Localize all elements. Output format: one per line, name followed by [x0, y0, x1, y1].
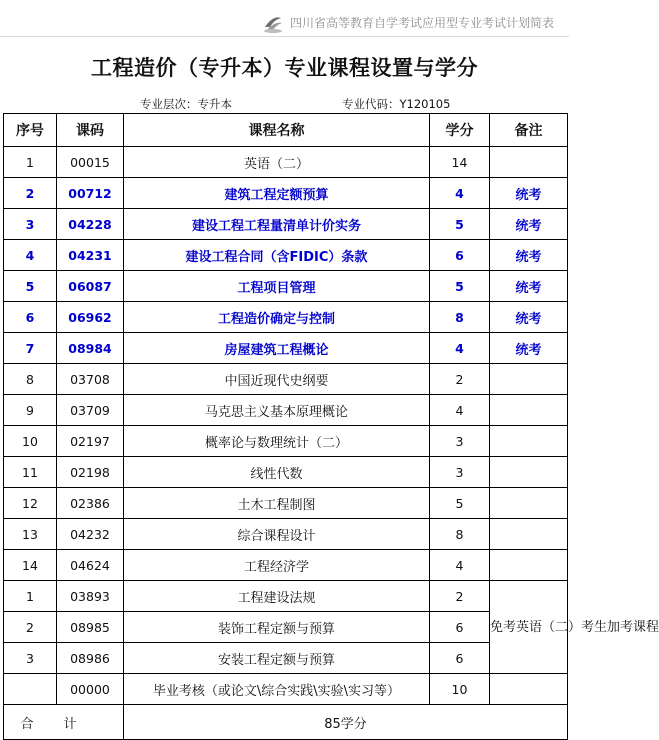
major-level: 专业层次：专升本 [140, 97, 232, 111]
cell-no: 7 [4, 333, 57, 364]
cell-credit: 4 [430, 178, 490, 209]
cell-credit: 8 [430, 519, 490, 550]
cell-credit: 3 [430, 426, 490, 457]
cell-credit: 5 [430, 488, 490, 519]
header-code: 课码 [57, 114, 124, 147]
cell-credit: 6 [430, 612, 490, 643]
cell-course-name: 土木工程制图 [124, 488, 430, 519]
cell-code: 00000 [57, 674, 124, 705]
course-table [3, 113, 659, 740]
cell-credit: 10 [430, 674, 490, 705]
header-credit: 学分 [430, 114, 490, 147]
cell-credit: 6 [430, 240, 490, 271]
cell-course-name: 综合课程设计 [124, 519, 430, 550]
cell-course-name: 中国近现代史纲要 [124, 364, 430, 395]
cell-course-name: 建筑工程定额预算 [124, 178, 430, 209]
table-row [4, 147, 568, 178]
cell-note: 统考 [490, 333, 568, 364]
cell-credit: 2 [430, 364, 490, 395]
cell-note-exempt: 免考英语（二）考生加考课程 [490, 581, 568, 674]
header-no: 序号 [4, 114, 57, 147]
cell-code: 02386 [57, 488, 124, 519]
cell-no: 12 [4, 488, 57, 519]
cell-code: 02198 [57, 457, 124, 488]
header-divider [0, 36, 569, 37]
table-row [4, 364, 568, 395]
table-row-extra [4, 643, 568, 674]
cell-note: 统考 [490, 240, 568, 271]
table-row [4, 302, 568, 333]
cell-no [4, 674, 57, 705]
cell-no: 6 [4, 302, 57, 333]
cell-note [490, 426, 568, 457]
header-note: 备注 [490, 114, 568, 147]
cell-course-name: 工程项目管理 [124, 271, 430, 302]
cell-no: 5 [4, 271, 57, 302]
page-title: 工程造价（专升本）专业课程设置与学分 [91, 56, 478, 80]
cell-no: 10 [4, 426, 57, 457]
header-course-name: 课程名称 [124, 114, 430, 147]
cell-code: 04232 [57, 519, 124, 550]
cell-credit: 4 [430, 550, 490, 581]
table-header-row [4, 114, 568, 147]
cell-credit: 4 [430, 395, 490, 426]
table-row-thesis [4, 674, 568, 705]
logo-icon [262, 12, 284, 34]
table-row [4, 271, 568, 302]
total-value: 85学分 [124, 705, 568, 740]
header-caption: 四川省高等教育自学考试应用型专业考试计划简表 [290, 16, 555, 30]
cell-course-name: 房屋建筑工程概论 [124, 333, 430, 364]
cell-credit: 4 [430, 333, 490, 364]
table-row-extra [4, 581, 568, 612]
cell-note: 统考 [490, 302, 568, 333]
cell-no: 1 [4, 581, 57, 612]
cell-no: 2 [4, 612, 57, 643]
cell-code: 04231 [57, 240, 124, 271]
table-row [4, 457, 568, 488]
table-row [4, 240, 568, 271]
cell-course-name: 线性代数 [124, 457, 430, 488]
cell-credit: 5 [430, 271, 490, 302]
cell-credit: 2 [430, 581, 490, 612]
cell-no: 3 [4, 209, 57, 240]
cell-code: 02197 [57, 426, 124, 457]
total-label: 合计 [4, 705, 124, 740]
cell-code: 00712 [57, 178, 124, 209]
document-header [0, 0, 569, 40]
cell-code: 06962 [57, 302, 124, 333]
cell-no: 13 [4, 519, 57, 550]
table-row [4, 333, 568, 364]
cell-code: 03708 [57, 364, 124, 395]
table-row-extra [4, 612, 568, 643]
cell-credit: 14 [430, 147, 490, 178]
cell-no: 9 [4, 395, 57, 426]
cell-code: 03893 [57, 581, 124, 612]
cell-note [490, 147, 568, 178]
cell-code: 03709 [57, 395, 124, 426]
cell-course-name: 装饰工程定额与预算 [124, 612, 430, 643]
cell-no: 4 [4, 240, 57, 271]
cell-no: 2 [4, 178, 57, 209]
cell-code: 06087 [57, 271, 124, 302]
table-row [4, 488, 568, 519]
cell-code: 08986 [57, 643, 124, 674]
cell-note: 统考 [490, 209, 568, 240]
cell-note: 统考 [490, 178, 568, 209]
cell-note [490, 457, 568, 488]
cell-code: 04624 [57, 550, 124, 581]
cell-credit: 8 [430, 302, 490, 333]
cell-no: 3 [4, 643, 57, 674]
cell-course-name: 工程经济学 [124, 550, 430, 581]
table-row [4, 550, 568, 581]
cell-note [490, 395, 568, 426]
cell-no: 8 [4, 364, 57, 395]
cell-code: 00015 [57, 147, 124, 178]
table-row [4, 395, 568, 426]
major-code: 专业代码：Y120105 [342, 97, 451, 111]
course-table-body [4, 147, 659, 740]
cell-course-name: 工程建设法规 [124, 581, 430, 612]
cell-course-name: 工程造价确定与控制 [124, 302, 430, 333]
table-row [4, 519, 568, 550]
cell-course-name: 毕业考核（或论文\综合实践\实验\实习等） [124, 674, 430, 705]
cell-credit: 6 [430, 643, 490, 674]
cell-no: 11 [4, 457, 57, 488]
cell-note [490, 488, 568, 519]
cell-note [490, 519, 568, 550]
cell-course-name: 概率论与数理统计（二） [124, 426, 430, 457]
cell-note: 统考 [490, 271, 568, 302]
cell-course-name: 英语（二） [124, 147, 430, 178]
cell-credit: 3 [430, 457, 490, 488]
cell-credit: 5 [430, 209, 490, 240]
cell-note [490, 674, 568, 705]
cell-code: 08985 [57, 612, 124, 643]
cell-note [490, 364, 568, 395]
cell-note [490, 550, 568, 581]
cell-no: 14 [4, 550, 57, 581]
cell-course-name: 建设工程工程量清单计价实务 [124, 209, 430, 240]
cell-code: 04228 [57, 209, 124, 240]
table-row-total [4, 705, 568, 740]
cell-no: 1 [4, 147, 57, 178]
cell-course-name: 马克思主义基本原理概论 [124, 395, 430, 426]
table-row [4, 178, 568, 209]
cell-course-name: 建设工程合同（含FIDIC）条款 [124, 240, 430, 271]
cell-course-name: 安装工程定额与预算 [124, 643, 430, 674]
table-row [4, 209, 568, 240]
cell-code: 08984 [57, 333, 124, 364]
table-row [4, 426, 568, 457]
